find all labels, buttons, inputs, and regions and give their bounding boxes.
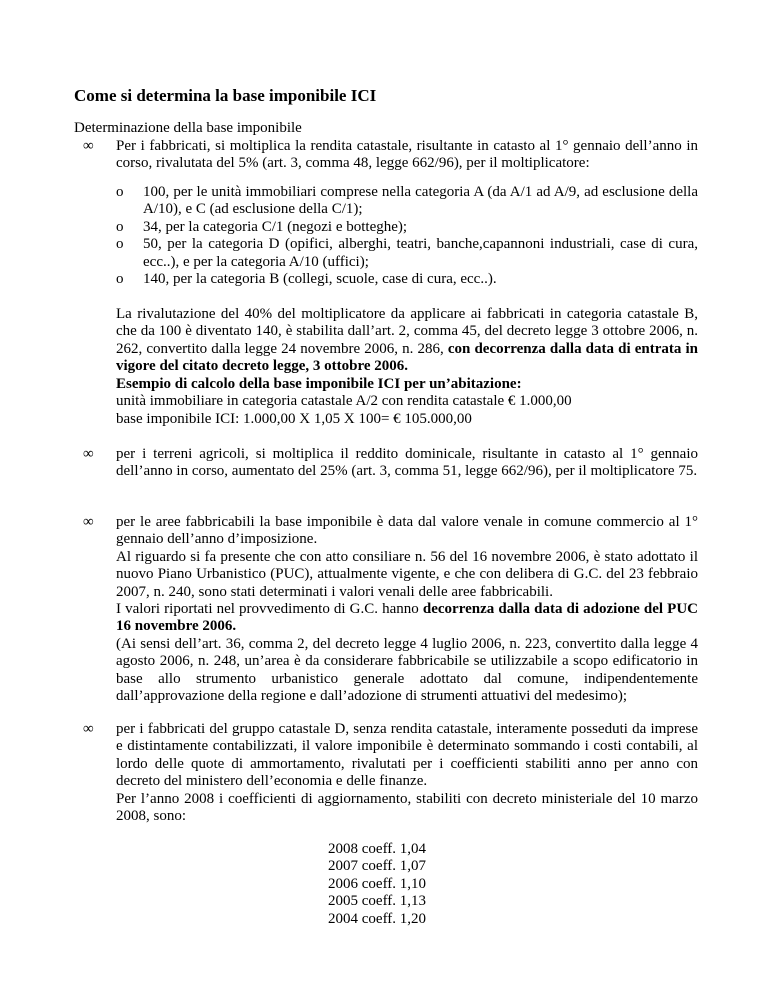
bullet-fabbricati: [74, 138, 698, 173]
sub-bullet-icon: o: [116, 218, 124, 235]
bullet-icon: ∞: [83, 721, 94, 737]
list-item: [116, 271, 698, 288]
sub-bullet-icon: o: [116, 184, 124, 200]
list-item-text: 50, per la categoria D (opifici, alberghi, teatri, banche,capannoni industriali, case di cura, ecc..), e per la categoria A/10 (uffici);: [143, 236, 698, 270]
bullet-text: per i terreni agricoli, si moltiplica il reddito dominicale, risultante in catasto al 1° gennaio dell’anno in corso, aumentato del 25% (art. 3, comma 51, legge 662/96), per il moltiplicatore 75.: [116, 446, 698, 480]
list-item-text: 100, per le unità immobiliari comprese nella categoria A (da A/1 ad A/9, ad esclusione della A/10), e C (ad esclusione della C/1);: [143, 184, 698, 218]
coefficient-line: 2006 coeff. 1,10: [328, 875, 427, 892]
example-line: unità immobiliare in categoria catastale A/2 con rendita catastale € 1.000,00: [116, 393, 572, 410]
bullet-icon: ∞: [83, 514, 94, 530]
multiplier-list: [116, 184, 698, 288]
bullet-icon: ∞: [83, 446, 94, 462]
rivalutazione-text: La rivalutazione del 40% del moltiplicatore da applicare ai fabbricati in categoria catastale B, che da 100 è diventato 140, è stabilita dall’art. 2, comma 45, del decreto legge 3 ottobre 2006, n. 262, convertito dalla legge 24 novembre 2006, n. 286,: [116, 306, 698, 357]
page-title: Come si determina la base imponibile ICI: [74, 86, 377, 105]
list-item: [116, 184, 698, 219]
list-item: [116, 219, 698, 236]
paragraph: per i fabbricati del gruppo catastale D, senza rendita catastale, interamente posseduti da imprese e distintamente contabilizzati, il valore imponibile è determinato sommando i costi contabili, al lordo delle quote di ammortamento, rivalutati per i coefficienti stabiliti anno per anno con decreto del ministero dell’economia e delle finanze.: [116, 721, 698, 790]
list-item-text: 140, per la categoria B (collegi, scuole, case di cura, ecc..).: [143, 271, 497, 288]
list-item-text: 34, per la categoria C/1 (negozi e botteghe);: [143, 218, 408, 235]
rivalutazione-bold: con decorrenza dalla data di entrata in vigore del citato decreto legge, 3 ottobre 2006.: [116, 340, 698, 375]
coefficient-line: 2007 coeff. 1,07: [328, 858, 427, 875]
list-item: [116, 236, 698, 271]
paragraph: Al riguardo si fa presente che con atto consiliare n. 56 del 16 novembre 2006, è stato adottato il nuovo Piano Urbanistico (PUC), attualmente vigente, e che con delibera di G.C. del 23 febbraio 2007, n. 240, sono stati determinati i valori venali delle aree fabbricabili.: [116, 548, 698, 600]
bullet-icon: ∞: [83, 138, 94, 154]
section-title: Determinazione della base imponibile: [74, 120, 302, 136]
sub-bullet-icon: o: [116, 236, 124, 253]
coefficient-line: 2008 coeff. 1,04: [328, 841, 427, 857]
paragraph-text: I valori riportati nel provvedimento di G.C. hanno: [116, 601, 419, 618]
coefficient-line: 2005 coeff. 1,13: [328, 893, 427, 910]
bullet-text: Per i fabbricati, si moltiplica la rendita catastale, risultante in catasto al 1° gennaio dell’anno in corso, rivalutata del 5% (art. 3, comma 48, legge 662/96), per il moltiplicatore:: [116, 138, 698, 172]
paragraph: [116, 601, 698, 636]
coefficient-line: 2004 coeff. 1,20: [328, 910, 427, 927]
example-line: base imponibile ICI: 1.000,00 X 1,05 X 100= € 105.000,00: [116, 410, 472, 427]
rivalutazione-paragraph: [116, 306, 698, 376]
paragraph: per le aree fabbricabili la base imponibile è data dal valore venale in comune commercio al 1° gennaio dell’anno d’imposizione.: [116, 514, 698, 548]
paragraph: (Ai sensi dell’art. 36, comma 2, del decreto legge 4 luglio 2006, n. 223, convertito dalla legge 4 agosto 2006, n. 248, un’area è da considerare fabbricabile se utilizzabile a scopo edificatorio in base allo strumento urbanistico generale adottato dal comune, indipendentemente dall’approvazione della regione e dall’adozione di strumenti attuativi del medesimo);: [116, 635, 698, 705]
coefficients-list: [328, 841, 426, 928]
example-block: [116, 376, 698, 428]
bullet-gruppo-d: [74, 721, 698, 825]
example-title: Esempio di calcolo della base imponibile ICI per un’abitazione:: [116, 376, 522, 392]
paragraph-bold: decorrenza dalla data di adozione del PUC 16 novembre 2006.: [116, 601, 699, 635]
bullet-aree: [74, 514, 698, 705]
bullet-terreni: [74, 446, 698, 481]
paragraph: Per l’anno 2008 i coefficienti di aggiornamento, stabiliti con decreto ministeriale del 10 marzo 2008, sono:: [116, 790, 698, 825]
sub-bullet-icon: o: [116, 271, 124, 288]
